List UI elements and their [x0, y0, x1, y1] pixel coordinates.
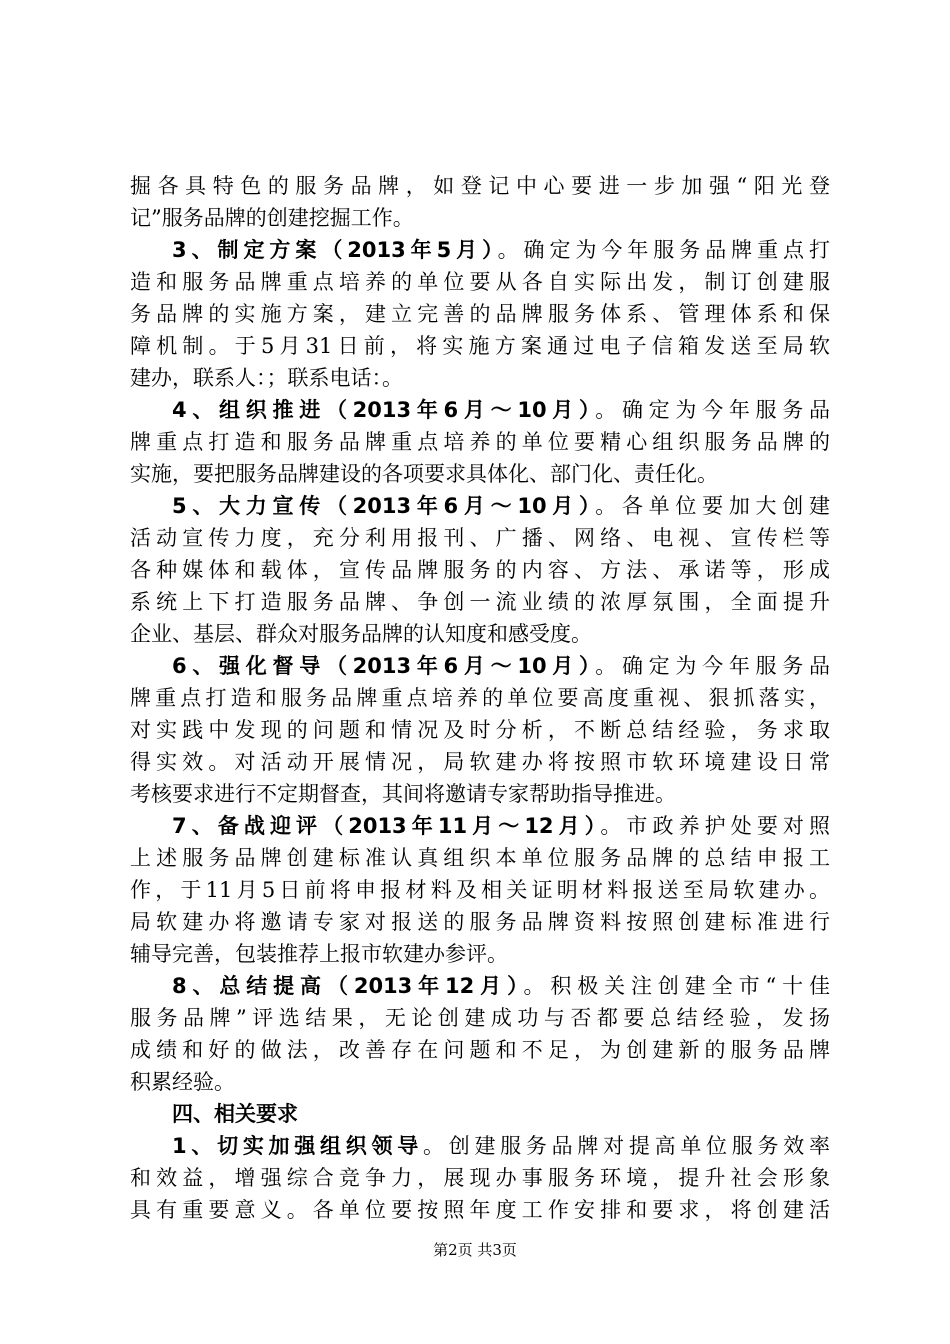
text-line — [130, 394, 830, 426]
text-line — [130, 1194, 830, 1226]
text-line — [130, 1130, 830, 1162]
section-heading: 7、备战迎评（2013年11月～12月） — [172, 814, 601, 838]
line-text: 上述服务品牌创建标准认真组织本单位服务品牌的总结申报工 — [130, 846, 830, 870]
line-text: 。积极关注创建全市“十佳 — [523, 974, 830, 998]
line-text: 作，于11月5日前将申报材料及相关证明材料报送至局软建办。 — [130, 878, 830, 902]
line-text: 对实践中发现的问题和情况及时分析，不断总结经验，务求取 — [130, 718, 830, 742]
line-text: 具有重要意义。各单位要按照年度工作安排和要求，将创建活 — [130, 1198, 830, 1222]
line-text: 建办，联系人：；联系电话：。 — [130, 366, 403, 390]
document-body — [130, 170, 830, 1226]
text-line — [130, 746, 830, 778]
text-line — [130, 906, 830, 938]
line-text: 局软建办将邀请专家对报送的服务品牌资料按照创建标准进行 — [130, 910, 830, 934]
text-line — [130, 970, 830, 1002]
section-heading: 四、相关要求 — [172, 1102, 298, 1126]
text-line — [130, 426, 830, 458]
page-footer — [0, 1240, 950, 1260]
line-text: 。各单位要加大创建 — [595, 494, 830, 518]
section-heading: 5、大力宣传（2013年6月～10月） — [172, 494, 596, 518]
line-text: 记”服务品牌的创建挖掘工作。 — [130, 206, 414, 230]
text-line — [130, 1098, 830, 1130]
line-text: 活动宣传力度，充分利用报刊、广播、网络、电视、宣传栏等 — [130, 526, 830, 550]
text-line — [130, 874, 830, 906]
line-text: 各种媒体和载体，宣传品牌服务的内容、方法、承诺等，形成 — [130, 558, 830, 582]
line-text: 系统上下打造服务品牌、争创一流业绩的浓厚氛围，全面提升 — [130, 590, 830, 614]
text-line — [130, 1034, 830, 1066]
line-text: 牌重点打造和服务品牌重点培养的单位要高度重视、狠抓落实， — [130, 686, 830, 710]
text-line — [130, 522, 830, 554]
section-heading: 4、组织推进（2013年6月～10月） — [172, 398, 596, 422]
text-line — [130, 298, 830, 330]
section-heading: 6、强化督导（2013年6月～10月） — [172, 654, 596, 678]
line-text: 实施，要把服务品牌建设的各项要求具体化、部门化、责任化。 — [130, 462, 718, 486]
line-text: 得实效。对活动开展情况，局软建办将按照市软环境建设日常 — [130, 750, 830, 774]
line-text: 。确定为今年服务品 — [595, 654, 830, 678]
text-line — [130, 810, 830, 842]
line-text: 和效益，增强综合竞争力，展现办事服务环境，提升社会形象 — [130, 1166, 830, 1190]
line-text: 服务品牌”评选结果，无论创建成功与否都要总结经验，发扬 — [130, 1006, 830, 1030]
line-text: 障机制。于5月31日前，将实施方案通过电子信箱发送至局软 — [130, 334, 830, 358]
line-text: 成绩和好的做法，改善存在问题和不足，为创建新的服务品牌 — [130, 1038, 830, 1062]
text-line — [130, 1002, 830, 1034]
line-text: 。确定为今年服务品牌重点打 — [497, 238, 831, 262]
section-heading: 1、切实加强组织领导 — [172, 1134, 423, 1158]
page-number-label: 第2页 共3页 — [433, 1241, 517, 1259]
line-text: 牌重点打造和服务品牌重点培养的单位要精心组织服务品牌的 — [130, 430, 830, 454]
line-text: 务品牌的实施方案，建立完善的品牌服务体系、管理体系和保 — [130, 302, 830, 326]
line-text: 考核要求进行不定期督查，其间将邀请专家帮助指导推进。 — [130, 782, 676, 806]
text-line — [130, 650, 830, 682]
text-line — [130, 330, 830, 362]
text-line — [130, 618, 830, 650]
text-line — [130, 266, 830, 298]
text-line — [130, 490, 830, 522]
text-line — [130, 458, 830, 490]
text-line — [130, 778, 830, 810]
text-line — [130, 234, 830, 266]
line-text: 。创建服务品牌对提高单位服务效率 — [422, 1134, 830, 1158]
line-text: 。市政养护处要对照 — [600, 814, 831, 838]
text-line — [130, 1066, 830, 1098]
section-heading: 8、总结提高（2013年12月） — [172, 974, 524, 998]
section-heading: 3、制定方案（2013年5月） — [172, 238, 498, 262]
text-line — [130, 202, 830, 234]
line-text: 造和服务品牌重点培养的单位要从各自实际出发，制订创建服 — [130, 270, 830, 294]
line-text: 掘各具特色的服务品牌，如登记中心要进一步加强“阳光登 — [130, 174, 830, 198]
text-line — [130, 554, 830, 586]
text-line — [130, 938, 830, 970]
text-line — [130, 170, 830, 202]
line-text: 。确定为今年服务品 — [595, 398, 830, 422]
text-line — [130, 1162, 830, 1194]
text-line — [130, 714, 830, 746]
text-line — [130, 362, 830, 394]
line-text: 积累经验。 — [130, 1070, 235, 1094]
text-line — [130, 586, 830, 618]
line-text: 企业、基层、群众对服务品牌的认知度和感受度。 — [130, 622, 592, 646]
text-line — [130, 682, 830, 714]
text-line — [130, 842, 830, 874]
line-text: 辅导完善，包装推荐上报市软建办参评。 — [130, 942, 508, 966]
